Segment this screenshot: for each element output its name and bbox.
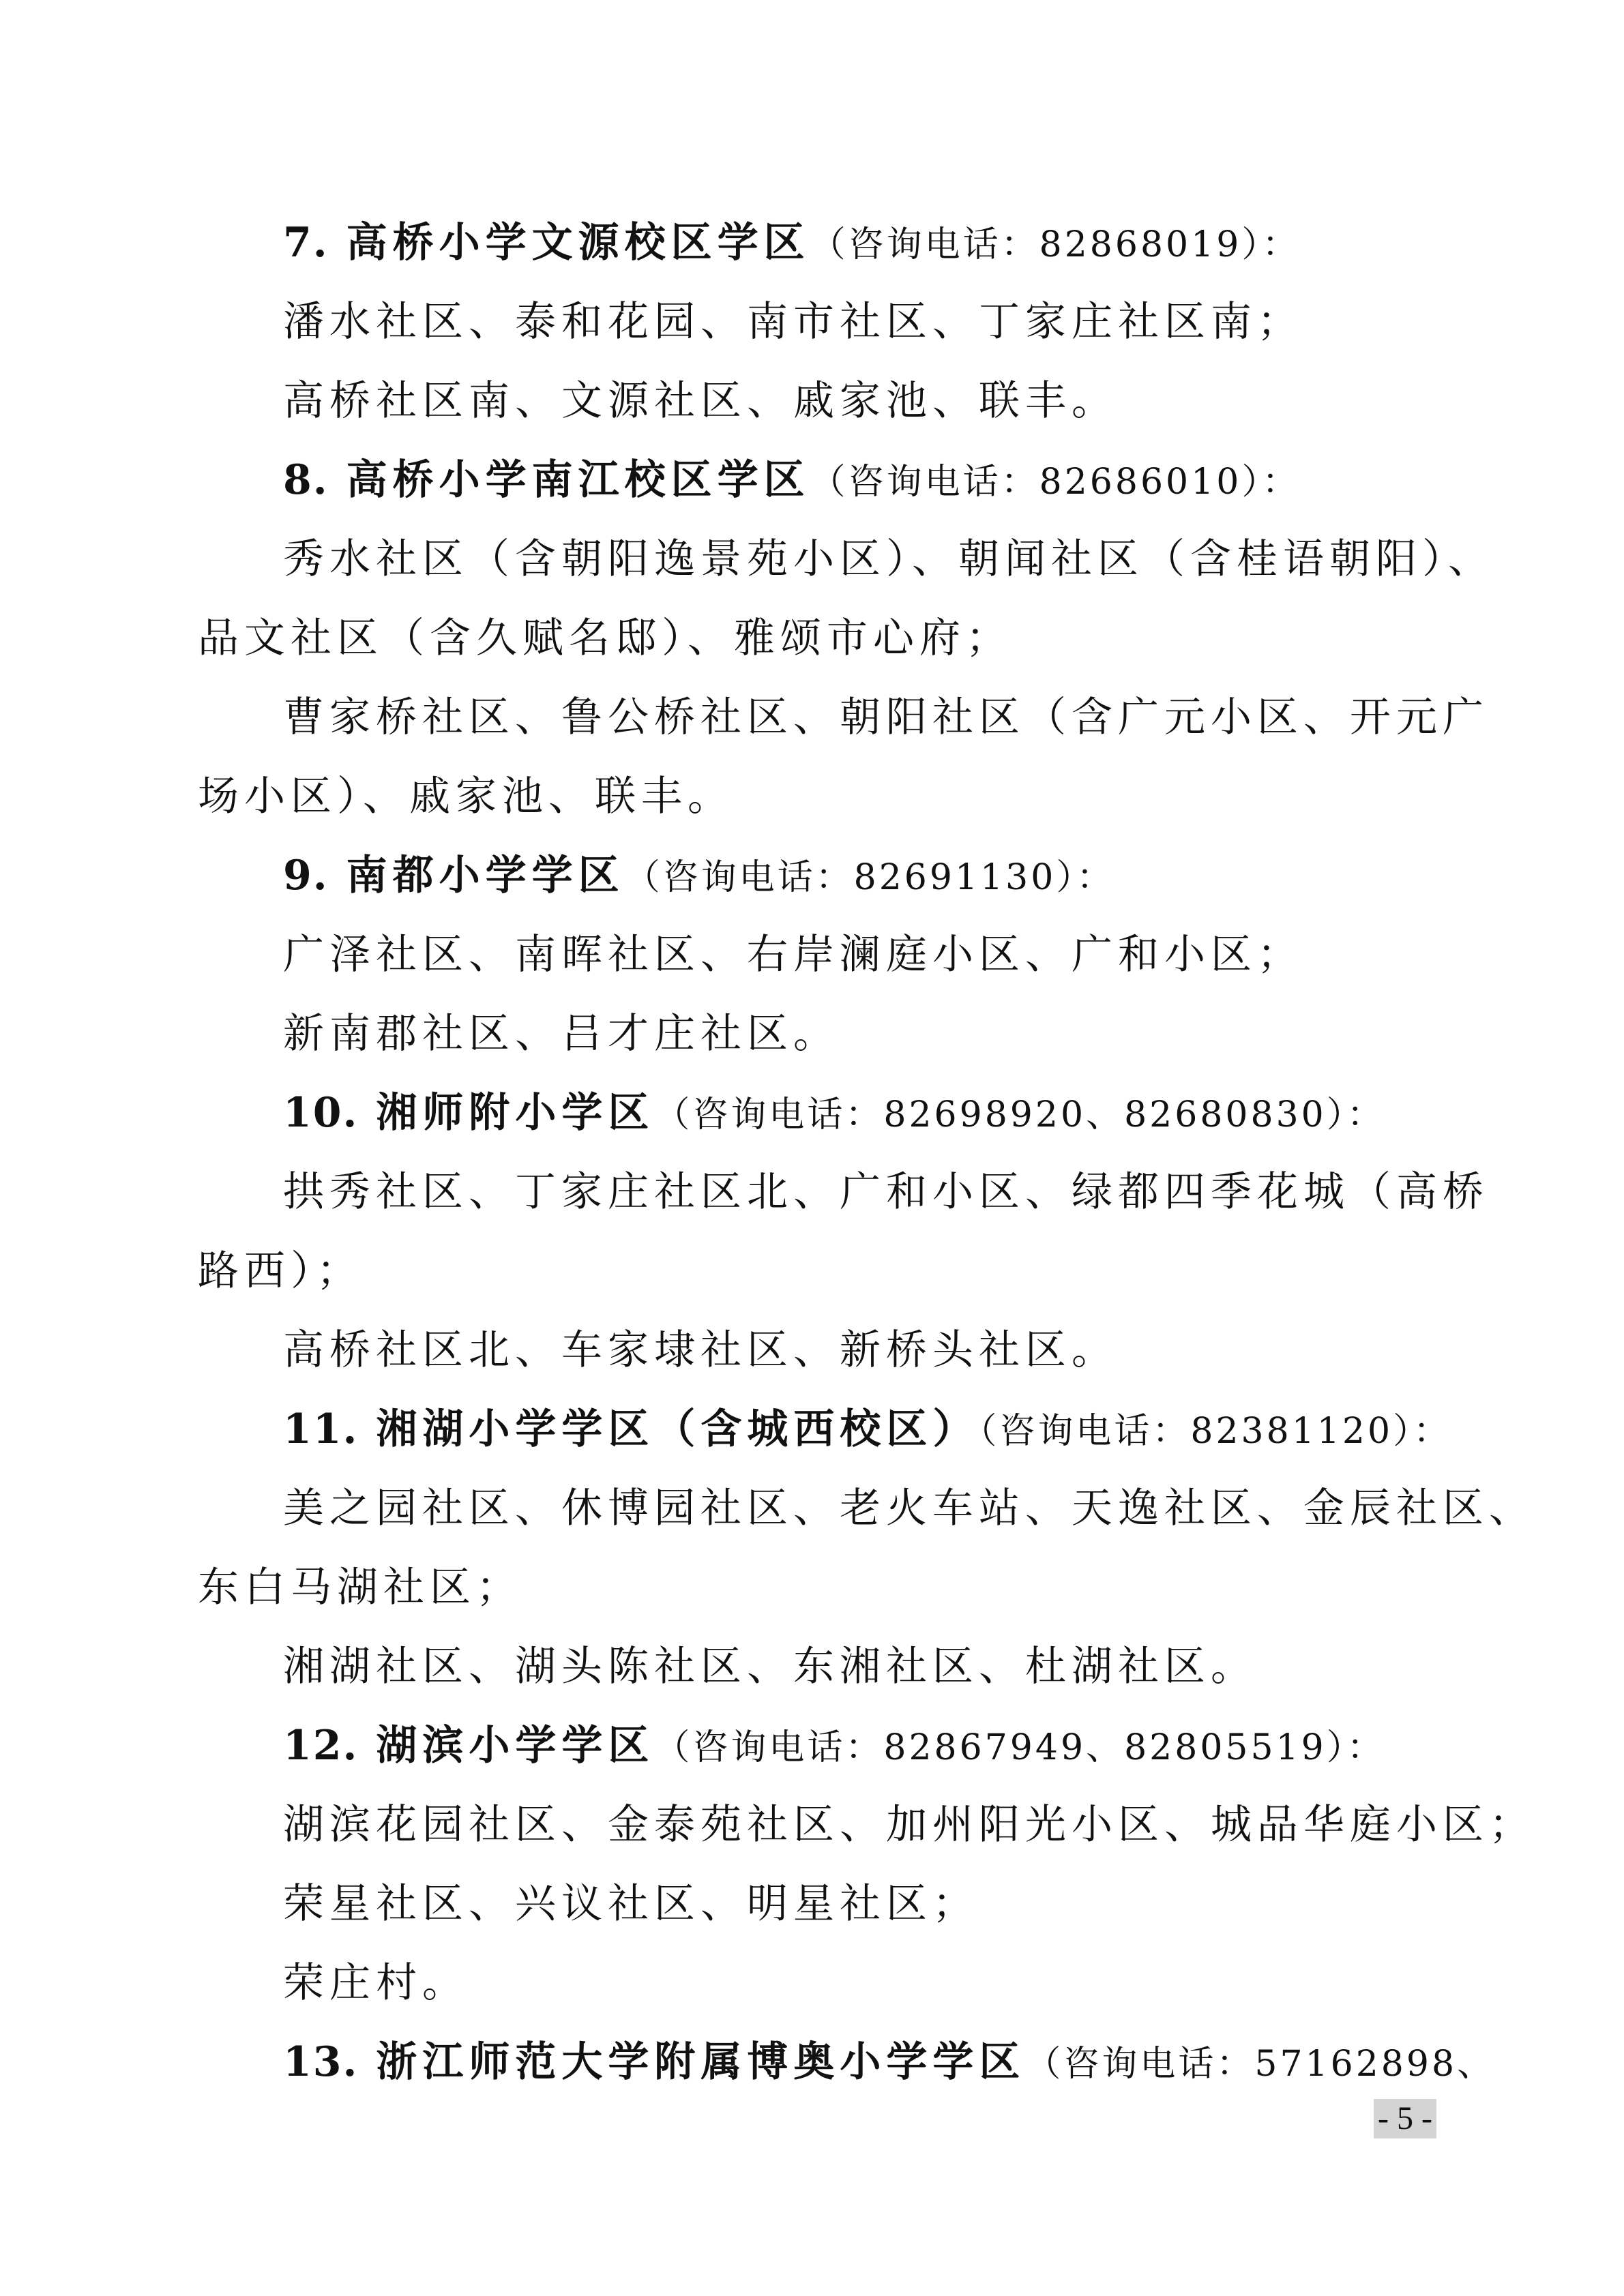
section-10-line-2: 路西）； bbox=[198, 1247, 363, 1295]
section-number: 9. bbox=[283, 852, 329, 899]
section-title: 湘湖小学学区（含城西校区） bbox=[376, 1405, 979, 1453]
section-11-line-1: 美之园社区、休博园社区、老火车站、天逸社区、金辰社区、 bbox=[283, 1485, 1535, 1532]
section-number: 11. bbox=[283, 1405, 359, 1453]
section-note: （咨询电话：57162898、 bbox=[1025, 2044, 1496, 2085]
section-title: 高桥小学南江校区学区 bbox=[346, 456, 810, 504]
section-13-heading bbox=[283, 2035, 1496, 2091]
section-number: 8. bbox=[283, 456, 329, 504]
section-8-heading bbox=[283, 453, 1446, 509]
section-note: （咨询电话：82867949、82805519）： bbox=[654, 1727, 1385, 1768]
section-9-line-1: 广泽社区、南晖社区、右岸澜庭小区、广和小区； bbox=[283, 931, 1303, 979]
section-8-line-3: 曹家桥社区、鲁公桥社区、朝阳社区（含广元小区、开元广 bbox=[283, 694, 1489, 741]
section-12-line-1: 湖滨花园社区、金泰苑社区、加州阳光小区、城品华庭小区； bbox=[283, 1801, 1535, 1849]
section-number: 12. bbox=[283, 1722, 359, 1770]
section-7-line-1: 潘水社区、泰和花园、南市社区、丁家庄社区南； bbox=[283, 298, 1303, 346]
section-number: 7. bbox=[283, 219, 329, 267]
section-note: （咨询电话：82868019）： bbox=[810, 224, 1301, 265]
section-9-heading bbox=[283, 848, 1446, 905]
section-12-line-3: 荣庄村。 bbox=[283, 1959, 469, 2007]
section-11-line-3: 湘湖社区、湖头陈社区、东湘社区、杜湖社区。 bbox=[283, 1643, 1257, 1690]
section-10-line-1: 拱秀社区、丁家庄社区北、广和小区、绿都四季花城（高桥 bbox=[283, 1168, 1489, 1216]
section-note: （咨询电话：82691130）： bbox=[624, 857, 1115, 898]
section-10-heading bbox=[283, 1086, 1446, 1142]
section-7-line-2: 高桥社区南、文源社区、戚家池、联丰。 bbox=[283, 377, 1118, 425]
section-title: 浙江师范大学附属博奥小学学区 bbox=[376, 2038, 1026, 2086]
section-9-line-2: 新南郡社区、吕才庄社区。 bbox=[283, 1010, 840, 1058]
page-number: - 5 - bbox=[1374, 2099, 1436, 2138]
section-8-line-4: 场小区）、戚家池、联丰。 bbox=[198, 773, 734, 820]
section-number: 10. bbox=[283, 1089, 359, 1137]
section-8-line-2: 品文社区（含久赋名邸）、雅颂市心府； bbox=[198, 614, 1012, 662]
section-10-line-3: 高桥社区北、车家埭社区、新桥头社区。 bbox=[283, 1326, 1118, 1374]
section-11-heading bbox=[283, 1402, 1452, 1459]
section-note: （咨询电话：82381120）： bbox=[979, 1411, 1452, 1452]
section-8-line-1: 秀水社区（含朝阳逸景苑小区）、朝闻社区（含桂语朝阳）、 bbox=[283, 535, 1494, 583]
section-title: 湘师附小学区 bbox=[376, 1089, 655, 1137]
section-title: 南都小学学区 bbox=[346, 852, 625, 899]
section-title: 高桥小学文源校区学区 bbox=[346, 219, 810, 267]
section-note: （咨询电话：82686010）： bbox=[810, 462, 1301, 503]
section-number: 13. bbox=[283, 2038, 359, 2086]
section-note: （咨询电话：82698920、82680830）： bbox=[654, 1094, 1385, 1135]
section-7-heading bbox=[283, 215, 1446, 272]
section-title: 湖滨小学学区 bbox=[376, 1722, 655, 1770]
section-12-line-2: 荣星社区、兴议社区、明星社区； bbox=[283, 1880, 979, 1928]
section-11-line-2: 东白马湖社区； bbox=[198, 1564, 522, 1611]
section-12-heading bbox=[283, 1718, 1446, 1775]
